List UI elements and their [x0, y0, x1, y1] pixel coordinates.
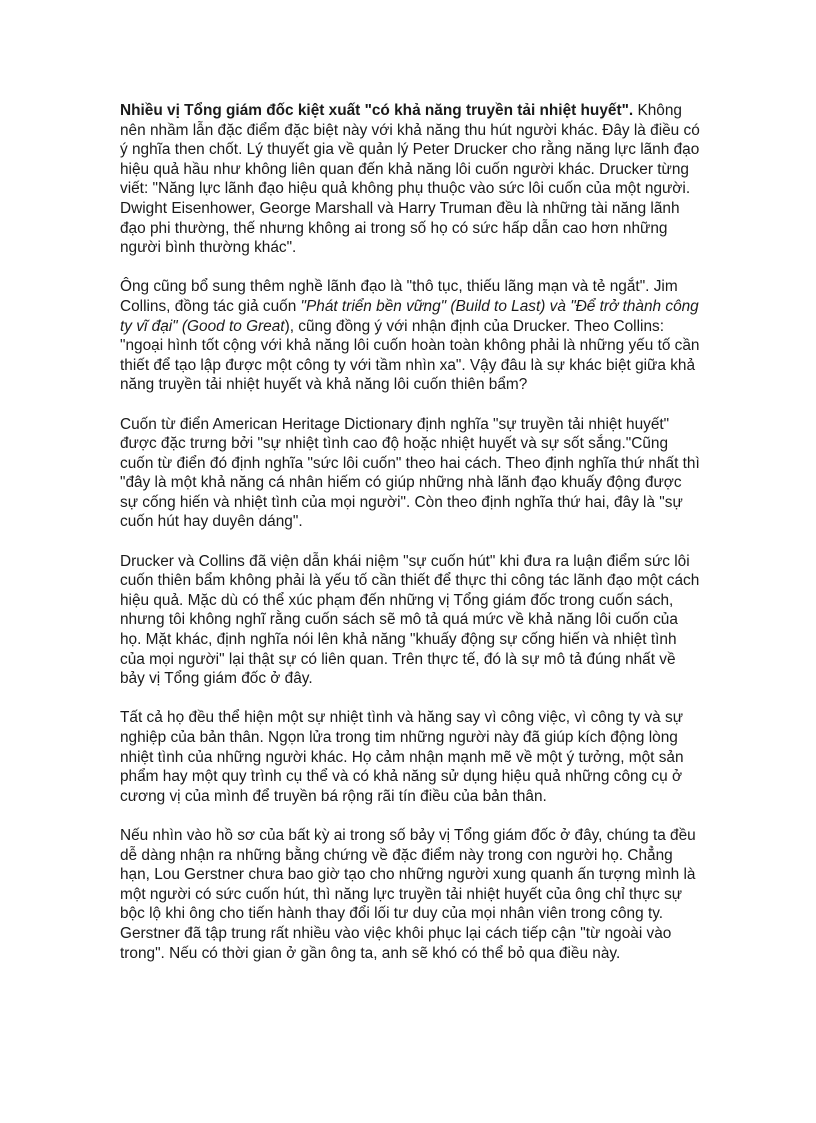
book-title-1-vi: "Phát triển bền vững" (: [300, 297, 456, 315]
book-title-2-en: Good to Great: [187, 317, 285, 335]
book-title-2-vi: "Để trở thành công ty vĩ đại" (: [120, 297, 699, 335]
paragraph-1-body: Không nên nhầm lẫn đặc điểm đặc biệt này với khả năng thu hút người khác. Đây là điều có ý nghĩa then chốt. Lý thuyết gia về quản lý Peter Drucker cho rằng năng lực lãnh đạo hiệu quả hầu như không liên quan đến khả năng lôi cuốn người khác. Drucker từng viết: "Năng lực lãnh đạo hiệu quả không phụ thuộc vào sức lôi cuốn của một người. Dwight Eisenhower, George Marshall và Harry Truman đều là những tài năng lãnh đạo phi thường, thế nhưng không ai trong số họ có sức hấp dẫn cao hơn những người bình thường khác".: [120, 102, 700, 257]
paragraph-5: Tất cả họ đều thể hiện một sự nhiệt tình và hăng say vì công việc, vì công ty và sự nghiệp của bản thân. Ngọn lửa trong tim những người này đã giúp kích động lòng nhiệt tình của những người khác. Họ cảm nhận mạnh mẽ về một ý tưởng, một sản phẩm hay một quy trình cụ thể và có khả năng sử dụng hiệu quả những công cụ ở cương vị của mình để truyền bá rộng rãi tín điều của bản thân.: [120, 709, 684, 805]
paragraph-6: Nếu nhìn vào hồ sơ của bất kỳ ai trong số bảy vị Tổng giám đốc ở đây, chúng ta đều dễ dàng nhận ra những bằng chứng về đặc điểm này trong con người họ. Chẳng hạn, Lou Gerstner chưa bao giờ tạo cho những người xung quanh ấn tượng mình là một người có sức cuốn hút, thì năng lực truyền tải nhiệt huyết của ông chỉ thực sự bộc lộ khi ông cho tiến hành thay đổi lối tư duy của mọi nhân viên trong công ty. Gerstner đã tập trung rất nhiều vào việc khôi phục lại cách tiếp cận "từ ngoài vào trong". Nếu có thời gian ở gần ông ta, anh sẽ khó có thể bỏ qua điều này.: [120, 826, 696, 962]
paragraph-2-text-2: ), cũng đồng ý với nhận định của Drucker. Theo Collins: "ngoại hình tốt cộng với khả năng lôi cuốn hoàn toàn không phải là những yếu tố cần thiết để tạo lập được một công ty với tầm nhìn xa". Vậy đâu là sự khác biệt giữa khả năng truyền tải nhiệt huyết và khả năng lôi cuốn thiên bẩm?: [120, 317, 700, 394]
paragraph-2-text-1: Ông cũng bổ sung thêm nghề lãnh đạo là "thô tục, thiếu lãng mạn và tẻ ngắt". Jim Collins, đồng tác giả cuốn: [120, 278, 678, 315]
paragraph-2: [120, 277, 700, 395]
book-title-1-close: ) và: [540, 297, 571, 315]
paragraph-1: [120, 101, 700, 258]
document-page: [120, 101, 700, 983]
section-title: Nhiều vị Tổng giám đốc kiệt xuất "có khả năng truyền tải nhiệt huyết".: [120, 102, 634, 119]
book-title-1-en: Build to Last: [455, 297, 541, 315]
paragraph-3: Cuốn từ điển American Heritage Dictionary định nghĩa "sự truyền tải nhiệt huyết" được đặc trưng bởi "sự nhiệt tình cao độ hoặc nhiệt huyết và sự sốt sắng."Cũng cuốn từ điển đó định nghĩa "sức lôi cuốn" theo hai cách. Theo định nghĩa thứ nhất thì "đây là một khả năng cá nhân hiếm có giúp những nhà lãnh đạo khuấy động được sự cống hiến và nhiệt tình của mọi người". Còn theo định nghĩa thứ hai, đây là "sự cuốn hút hay duyên dáng".: [120, 415, 700, 531]
paragraph-4: Drucker và Collins đã viện dẫn khái niệm "sự cuốn hút" khi đưa ra luận điểm sức lôi cuốn thiên bẩm không phải là yếu tố cần thiết để thực thi công tác lãnh đạo một cách hiệu quả. Mặc dù có thể xúc phạm đến những vị Tổng giám đốc trong cuốn sách, nhưng tôi không nghĩ rằng cuốn sách sẽ mô tả quá mức về khả năng lôi cuốn của họ. Mặt khác, định nghĩa nói lên khả năng "khuấy động sự cống hiến và nhiệt tình của mọi người" lại thật sự có liên quan. Trên thực tế, đó là sự mô tả đúng nhất về bảy vị Tổng giám đốc ở đây.: [120, 552, 700, 688]
